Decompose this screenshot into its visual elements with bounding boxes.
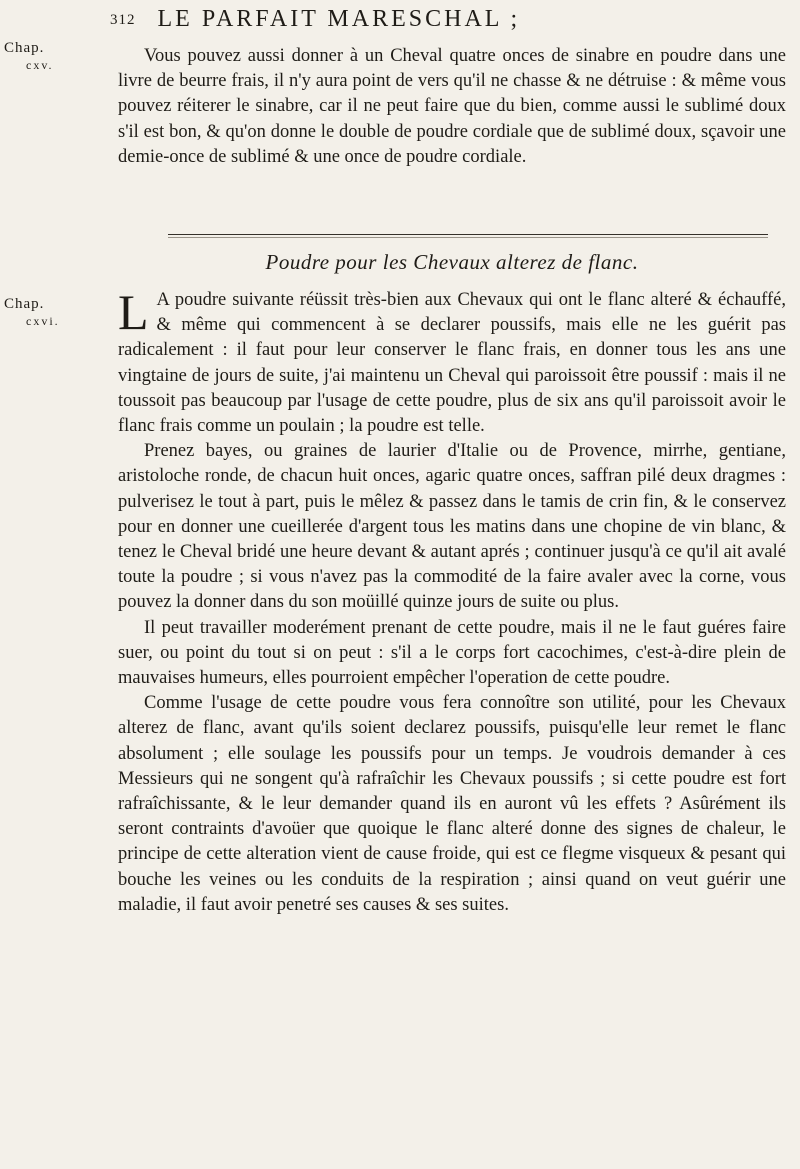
section-paragraph-4: Comme l'usage de cette poudre vous fera connoître son utilité, pour les Chevaux alterez de flanc, avant qu'ils soient declarez poussifs, puisqu'elle leur remet le flanc absolument ; elle soulage les poussifs pour un temps. Je voudrois demander à ces Messieurs qui ne songent qu'à rafraîchir les Chevaux poussifs ; si cette poudre est fort rafraîchissante, & le leur demander quand ils en auront vû les effets ? Asûrément ils seront contraints d'avoüer que quoique le flanc alteré donne des signes de chaleur, le principe de cette alteration vient de cause froide, qui est ce flegme visqueux & pesant qui bouche les veines ou les conduits de la respiration ; ainsi quand on veut guérir une maladie, il faut avoir penetré ses causes & ses suites. [118,693,786,915]
book-title: LE PARFAIT MARESCHAL ; [157,6,521,32]
section-paragraph-2: Prenez bayes, ou graines de laurier d'Italie ou de Provence, mirrhe, gentiane, aristoloche ronde, de chacun huit onces, agaric quatre onces, saffran pilé deux dragmes : pulverisez le tout à part, puis le mêlez & passez dans le tamis de crin fin, & le conservez pour en donner une cueillerée d'argent tous les matins dans une chopine de vin blanc, & tenez le Cheval bridé une heure devant & autant aprés ; continuer jusqu'à ce qu'il ait avalé toute la poudre ; si vous n'avez pas la commodité de la faire avaler avec la corne, vous pouvez la donner dans du son moüillé quinze jours de suite ou plus. [118,441,786,613]
section-divider-rule [168,234,768,235]
margin-chapter-number: cxv. [26,58,54,72]
margin-chapter-number: cxvi. [26,314,60,328]
section-divider-rule-thin [168,237,768,238]
section-paragraph-3: Il peut travailler moderément prenant de cette poudre, mais il ne le faut guéres faire suer, ou point du tout si on peut : s'il a le corps fort cacochimes, c'est-à-dire plein de mauvaises humeurs, elles pourroient empêcher l'operation de cette poudre. [118,617,786,689]
margin-chapter-label: Chap. [4,40,45,56]
top-paragraph: Vous pouvez aussi donner à un Cheval quatre onces de sinabre en poudre dans une livre de beurre frais, il n'y aura point de vers qu'il ne chasse & ne détruise : & même vous pouvez réiterer le sinabre, car il ne peut faire que du bien, comme aussi le sublimé doux s'il est bon, & qu'on donne le double de poudre cordiale que de sublimé doux, sçavoir une demie-once de sublimé & une once de poudre cordiale. [118,46,786,167]
drop-capital: L [118,284,149,340]
page-number: 312 [110,12,136,28]
running-head [110,6,790,42]
section-body [118,284,786,918]
margin-chapter-label: Chap. [4,296,45,312]
section-heading: Poudre pour les Chevaux alterez de flanc. [265,250,639,274]
section-paragraph-1-text: A poudre suivante réüssit très-bien aux Chevaux qui ont le flanc alteré & échauffé, & même qui commencent à se declarer poussifs, mais elle ne les guérit pas radicalement : il faut pour leur conserver le flanc frais, en donner tous les ans une vingtaine de jours de suite, j'ai maintenu un Cheval qui paroissoit être poussif : mais il ne toussoit pas beaucoup par l'usage de cette poudre, plus de six ans qu'il paroissoit avoir le flanc frais comme un poulain ; la poudre est telle. [118,290,786,437]
section-paragraph-1 [118,284,786,439]
top-paragraph-block [118,44,786,170]
margin-chapter-note-cxvi [4,296,96,330]
margin-chapter-note-cxv [4,40,96,74]
